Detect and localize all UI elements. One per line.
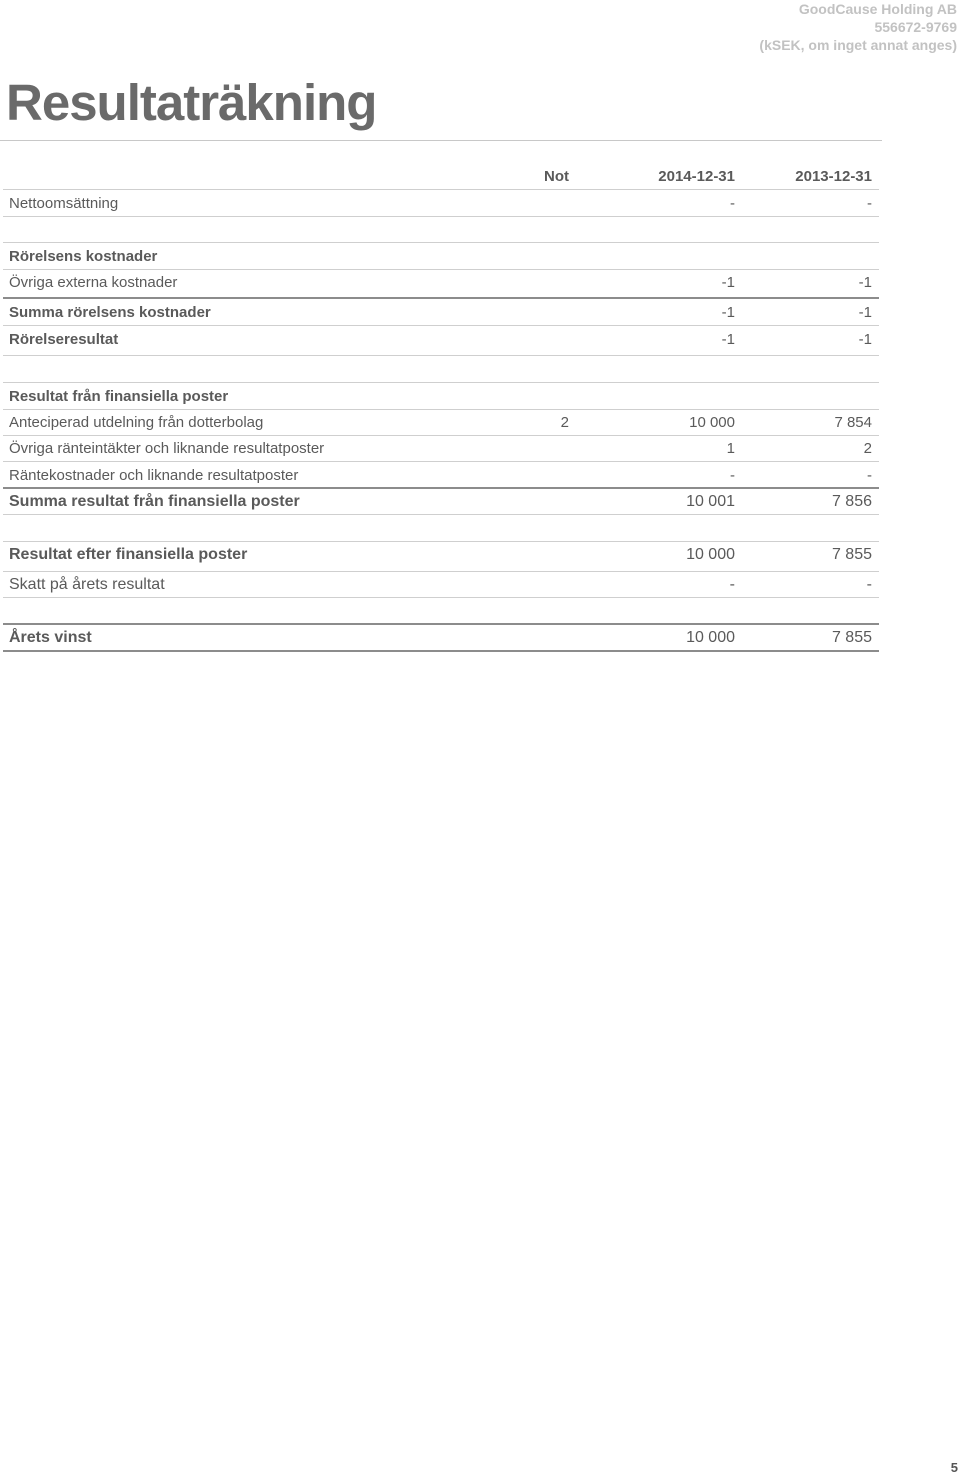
row-value-year1: -1 [721,304,735,321]
row-label: Resultat efter finansiella poster [9,546,248,563]
row-value-year2: -1 [858,304,872,321]
row-value-year2: - [866,576,872,593]
row-divider [3,382,879,383]
row-label: Årets vinst [9,629,92,646]
row-label: Räntekostnader och liknande resultatposter [9,467,299,484]
document-header [759,0,957,54]
row-label: Rörelsens kostnader [9,248,158,265]
row-label: Rörelseresultat [9,331,119,348]
row-divider [3,541,879,542]
row-value-year2: - [867,467,872,484]
row-value-year2: -1 [858,331,872,348]
column-header-year1: 2014-12-31 [658,168,735,185]
row-value-year2: 2 [863,440,872,457]
row-divider [3,461,879,462]
row-value-year1: - [729,576,735,593]
row-label: Nettoomsättning [9,195,119,212]
row-value-year1: 10 000 [686,546,735,563]
row-label: Summa rörelsens kostnader [9,304,211,321]
total-divider [3,623,879,625]
row-value-year2: 7 856 [831,493,872,510]
row-value-year2: 7 855 [831,546,872,563]
row-divider [3,325,879,326]
column-header-not: Not [544,168,569,185]
title-divider [0,140,882,141]
row-label: Övriga externa kostnader [9,274,178,291]
row-divider [3,189,879,190]
row-value-year1: 10 001 [686,493,735,510]
row-divider [3,242,879,243]
row-divider [3,269,879,270]
unit-note: (kSEK, om inget annat anges) [759,37,957,53]
row-value-year1: 10 000 [686,629,735,646]
row-divider [3,514,879,515]
row-label: Anteciperad utdelning från dotterbolag [9,414,264,431]
subtotal-divider [3,487,879,489]
company-name: GoodCause Holding AB [798,1,957,17]
subtotal-divider [3,297,879,299]
row-label: Skatt på årets resultat [9,576,165,593]
row-label: Summa resultat från finansiella poster [9,493,300,510]
row-divider [3,355,879,356]
row-note: 2 [560,414,569,431]
row-label: Övriga ränteintäkter och liknande resultatposter [9,440,325,457]
row-value-year1: 10 000 [689,414,735,431]
row-value-year2: -1 [858,274,872,291]
row-value-year2: - [867,195,872,212]
total-divider [3,650,879,652]
row-divider [3,409,879,410]
page-number: 5 [950,1460,958,1475]
page-title: Resultaträkning [6,74,377,131]
row-value-year1: -1 [721,331,735,348]
row-value-year1: -1 [721,274,735,291]
row-value-year1: - [730,467,735,484]
row-value-year1: - [730,195,735,212]
row-divider [3,571,879,572]
row-label: Resultat från finansiella poster [9,388,229,405]
row-value-year2: 7 854 [834,414,872,431]
org-number: 556672-9769 [874,19,957,35]
row-value-year1: 1 [726,440,735,457]
row-divider [3,216,879,217]
column-header-year2: 2013-12-31 [795,168,872,185]
row-divider [3,597,879,598]
row-divider [3,435,879,436]
row-value-year2: 7 855 [831,629,872,646]
